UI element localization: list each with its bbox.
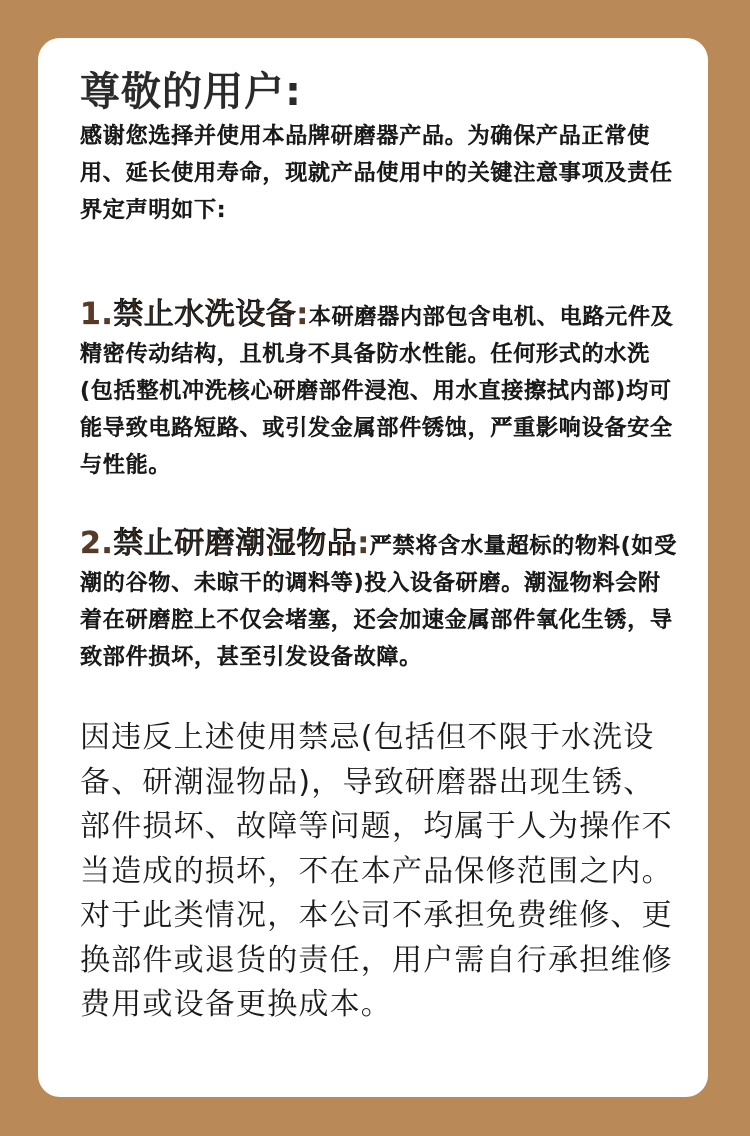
disclaimer-paragraph: 因违反上述使用禁忌(包括但不限于水洗设备、研潮湿物品)，导致研磨器出现生锈、部件损坏、故障等问题，均属于人为操作不当造成的损坏，不在本产品保修范围之内。对于此类情况，本公司不承担免费维修、更换部件或退货的责任，用户需自行承担维修费用或设备更换成本。 xyxy=(80,720,673,1022)
notice-card xyxy=(38,38,708,1097)
notice-item-title: 2.禁止研磨潮湿物品: xyxy=(80,526,370,561)
intro-paragraph: 感谢您选择并使用本品牌研磨器产品。为确保产品正常使用、延长使用寿命，现就产品使用中的关键注意事项及责任界定声明如下: xyxy=(80,124,673,223)
notice-item-text: 本研磨器内部包含电机、电路元件及精密传动结构，且机身不具备防水性能。任何形式的水洗(包括整机冲洗核心研磨部件浸泡、用水直接擦拭内部)均可能导致电路短路、或引发金属部件锈蚀，严重影响设备安全与性能。 xyxy=(80,305,674,478)
notice-item-text: 严禁将含水量超标的物料(如受潮的谷物、未晾干的调料等)投入设备研磨。潮湿物料会附着在研磨腔上不仅会堵塞，还会加速金属部件氧化生锈，导致部件损坏，甚至引发设备故障。 xyxy=(80,534,678,670)
notice-item-no-wet-materials xyxy=(80,525,680,676)
greeting-heading: 尊敬的用户: xyxy=(80,69,302,115)
notice-item-title: 1.禁止水洗设备: xyxy=(80,297,309,332)
notice-item-no-washing xyxy=(80,296,680,484)
